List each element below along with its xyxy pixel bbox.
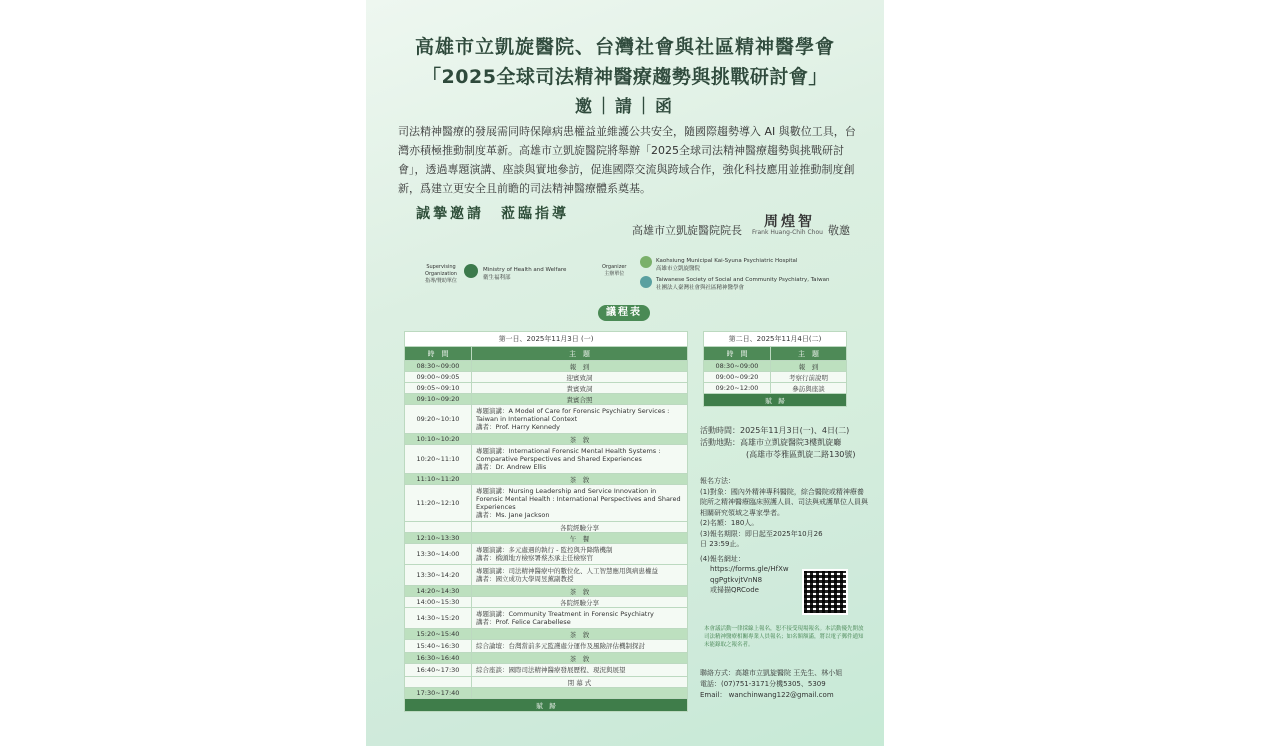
day1-topic: 各院經驗分享 [472,597,688,608]
day1-row [405,629,688,640]
day2-row [704,372,847,383]
day1-row [405,361,688,372]
day1-row [405,383,688,394]
reg-url[interactable]: https://forms.gle/HfXwqgPgtkvjtVnN8 [710,565,789,584]
reg-title: 報名方法： [700,477,735,485]
day1-col-time: 時 間 [405,347,472,361]
day1-time: 16:40~17:30 [405,664,472,677]
day1-row [405,434,688,445]
day1-topic: 茶 敘 [472,434,688,445]
intro-paragraph: 司法精神醫療的發展需同時保障病患權益並維護公共安全，隨國際趨勢導入 AI 與數位工具，台灣亦積極推動制度革新。高雄市立凱旋醫院將舉辦「2025全球司法精神醫療趨勢與挑戰研討會」，透過專題演講、座談與實地參訪，促進國際交流與跨域合作，強化科技應用並推動制度創新，爲建立更安全且前瞻的司法精神醫療體系奠基。 [398,125,856,195]
day1-time: 13:30~14:00 [405,544,472,565]
day1-topic: 茶 敘 [472,629,688,640]
registration-qrcode-icon[interactable] [802,569,848,615]
organizer-hospital: Kaohsiung Municipal Kai-Syuna Psychiatric Hospital 高雄市立凱旋醫院 [656,258,798,272]
day1-time [405,522,472,533]
reg-qr-text: 或掃描QRCode [710,586,759,594]
day1-row [405,522,688,533]
day1-topic: 專題演講：Nursing Leadership and Service Innovation in Forensic Mental Health : International Perspectives and Shared Experiences 講者：Ms. Jane Jackson [472,485,688,522]
day1-time: 09:05~09:10 [405,383,472,394]
invite-phrase: 誠摯邀請 蒞臨指導 [416,206,569,222]
day1-row [405,474,688,485]
day2-row [704,383,847,394]
supervising-label: Supervising Organization 指導/贊助單位 [425,264,457,284]
ministry-emblem-icon [464,264,478,278]
day1-time: 11:10~11:20 [405,474,472,485]
day1-time: 14:30~15:20 [405,608,472,629]
contact-line3: Email： wanchinwang122@gmail.com [700,691,834,699]
organizer-society: Taiwanese Society of Social and Community Psychiatry, Taiwan 社團法人臺灣社會與社區精神醫學會 [656,277,830,291]
contact-line2: 電話：(07)751-3171分機5305、5309 [700,680,826,688]
day1-row [405,405,688,434]
day1-time [405,677,472,688]
day1-row [405,565,688,586]
day1-topic: 專題演講：Community Treatment in Forensic Psychiatry 講者：Prof. Felice Carabellese [472,608,688,629]
day2-end: 賦 歸 [704,394,847,407]
day1-topic: 閉 幕 式 [472,677,688,688]
reg-quota: (2)名額：180人。 [700,519,759,527]
day1-topic: 茶 敘 [472,653,688,664]
hospital-logo-icon [640,256,652,268]
day1-time: 12:10~13:30 [405,533,472,544]
day2-agenda-table [703,331,847,407]
day1-time: 10:20~11:10 [405,445,472,474]
day1-topic: 貴賓合照 [472,394,688,405]
day1-row [405,653,688,664]
day1-time: 11:20~12:10 [405,485,472,522]
day1-time: 14:20~14:30 [405,586,472,597]
day1-topic: 報 到 [472,361,688,372]
signer-title: 高雄市立凱旋醫院院長 [632,224,742,237]
day1-time: 16:30~16:40 [405,653,472,664]
signer-name-en: Frank Huang-Chih Chou [752,229,823,236]
day1-time: 17:30~17:40 [405,688,472,699]
day1-topic: 各院經驗分享 [472,522,688,533]
day1-row [405,394,688,405]
day1-topic: 專題演講：International Forensic Mental Health Systems : Comparative Perspectives and Shared Experiences 講者：Dr. Andrew Ellis [472,445,688,474]
day1-topic: 午 餐 [472,533,688,544]
day1-time: 09:00~09:05 [405,372,472,383]
day1-topic: 專題演講：多元處遇的執行 - 監控與升降階機制 講者：橋頭地方檢察署蔡杰承主任檢察官 [472,544,688,565]
day1-row [405,445,688,474]
day1-time: 15:20~15:40 [405,629,472,640]
day1-row [405,597,688,608]
reg-target: (1)對象：國內外精神專科醫院，綜合醫院或精神療養院所之精神醫療臨床照護人員、司法與戒護單位人員與相關研究領域之專家學者。 [700,487,868,517]
day1-row [405,688,688,699]
poster-title-organizers: 高雄市立凱旋醫院、台灣社會與社區精神醫學會 [414,36,835,58]
day1-row [405,372,688,383]
day2-time: 09:20~12:00 [704,383,771,394]
day2-topic: 考察行前說明 [771,372,847,383]
day1-topic: 綜合論壇：台灣當前多元監護處分運作及風險評估機制探討 [472,640,688,653]
day1-topic: 茶 敘 [472,474,688,485]
day1-time: 08:30~09:00 [405,361,472,372]
day1-topic: 綜合座談：國際司法精神醫療發展歷程、現況與展望 [472,664,688,677]
day1-row [405,664,688,677]
day2-row [704,361,847,372]
day1-time: 10:10~10:20 [405,434,472,445]
day1-row [405,608,688,629]
day1-row [405,544,688,565]
day2-topic: 報 到 [771,361,847,372]
day1-time: 09:10~09:20 [405,394,472,405]
day1-topic: 專題演講：A Model of Care for Forensic Psychiatry Services : Taiwan in International Context 講者：Prof. Harry Kennedy [472,405,688,434]
day1-agenda-table [404,331,688,712]
day1-col-topic: 主 題 [472,347,688,361]
day2-col-topic: 主 題 [771,347,847,361]
day2-col-time: 時 間 [704,347,771,361]
day1-row [405,677,688,688]
day1-topic: 專題演講：司法精神醫療中的數位化、人工智慧應用與病患權益 講者：國立成功大學周昱薰副教授 [472,565,688,586]
reg-deadline: (3)報名期限：即日起至2025年10月26日 23:59止。 [700,529,823,548]
day1-end: 賦 歸 [405,699,688,712]
day2-title: 第二日、2025年11月4日(二) [704,332,847,347]
contact-line1: 聯絡方式：高雄市立凱旋醫院 王先生、林小姐 [700,669,843,677]
day1-time: 14:00~15:30 [405,597,472,608]
day1-time: 09:20~10:10 [405,405,472,434]
day1-topic [472,688,688,699]
day1-row [405,640,688,653]
agenda-badge: 議程表 [598,305,650,321]
day1-topic: 迎賓致詞 [472,372,688,383]
day2-topic: 參訪與座談 [771,383,847,394]
day1-title: 第一日、2025年11月3日 (一) [405,332,688,347]
invitation-poster [366,0,884,746]
event-place: 活動地點：高雄市立凱旋醫院3樓凱旋廳 [700,438,842,447]
contact-info [700,668,842,701]
event-address: (高雄市苓雅區凱旋二路130號) [746,450,856,459]
signer-name: 周煌智 [764,214,815,230]
day2-time: 08:30~09:00 [704,361,771,372]
reg-url-label: (4)報名網址： [700,554,745,563]
day1-time: 13:30~14:20 [405,565,472,586]
event-time: 活動時間：2025年11月3日(一)、4日(二) [700,426,850,435]
signer-respect: 敬邀 [828,224,850,237]
event-info [700,425,856,461]
day1-topic: 貴賓致詞 [472,383,688,394]
poster-title-invitation: 邀｜請｜函 [575,97,675,117]
society-logo-icon [640,276,652,288]
registration-note: 本會議活動一律採線上報名，恕不接受現場報名。本活動優先開放司法精神醫療相關專業人員報名；如名額額滿，將以電子郵件通知未能錄取之報名者。 [704,626,864,648]
day1-topic: 茶 敘 [472,586,688,597]
day2-time: 09:00~09:20 [704,372,771,383]
day1-row [405,485,688,522]
poster-title-event: 「2025全球司法精神醫療趨勢與挑戰研討會」 [422,66,828,88]
day1-row [405,586,688,597]
organizer-label: Organizer 主辦單位 [602,264,627,277]
day1-row [405,533,688,544]
day1-time: 15:40~16:30 [405,640,472,653]
supervising-org: Ministry of Health and Welfare 衛生福利部 [483,267,567,281]
